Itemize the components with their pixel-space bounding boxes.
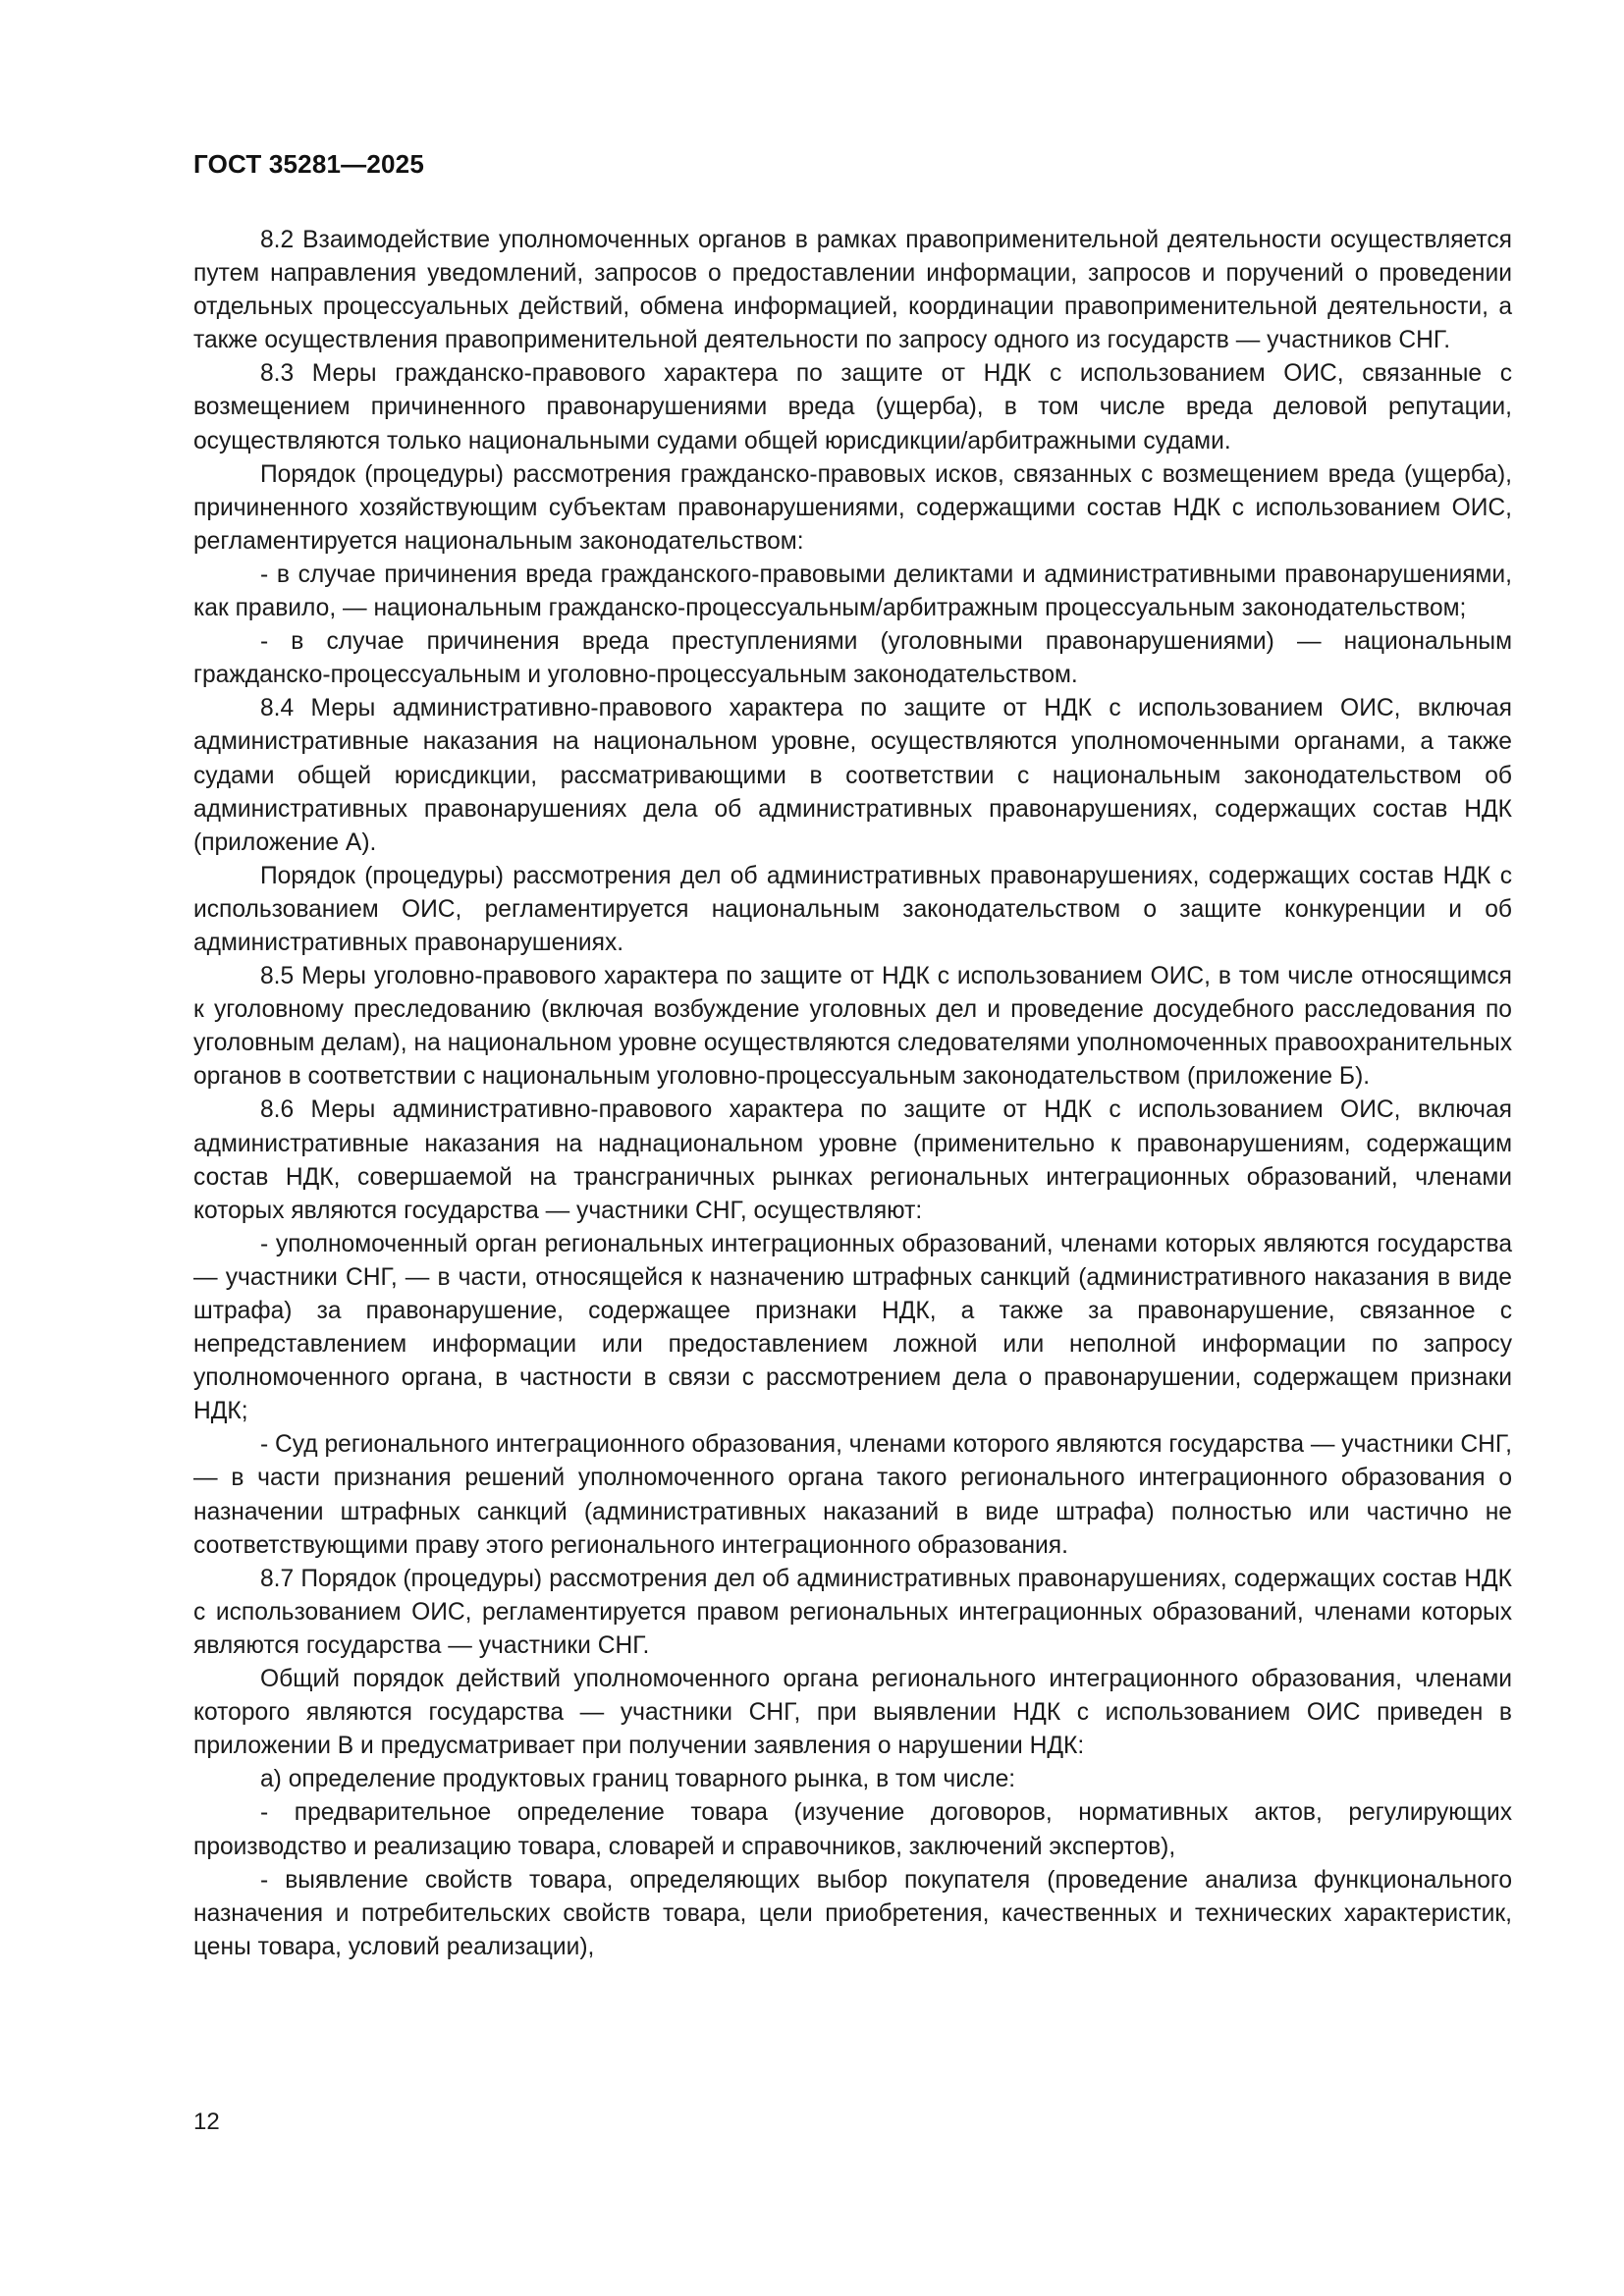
paragraph-8-5: 8.5 Меры уголовно-правового характера по защите от НДК с использованием ОИС, в том числе относящимся к уголовному преследованию (включая возбуждение уголовных дел и проведение досудебного расследования по уголовным делам), на национальном уровне осуществляются следователями уполномоченных правоохранительных органов в соответствии с национальным уголовно-процессуальным законодательством (приложение Б). <box>193 963 1512 1091</box>
document-header-title: ГОСТ 35281—2025 <box>193 149 424 179</box>
paragraph-8-2: 8.2 Взаимодействие уполномоченных органов в рамках правоприменительной деятельности осуществляется путем направления уведомлений, запросов о предоставлении информации, запросов и поручений о проведении отдельных процессуальных действий, обмена информацией, координации правоприменительной деятельности, а также осуществления правоприменительной деятельности по запросу одного из государств — участников СНГ. <box>193 227 1512 354</box>
paragraph-8-7: 8.7 Порядок (процедуры) рассмотрения дел об административных правонарушениях, содержащих состав НДК с использованием ОИС, регламентируется правом региональных интеграционных образований, членами которых являются государства — участники СНГ. <box>193 1565 1512 1659</box>
list-item-civil-torts: - в случае причинения вреда гражданского-правовыми деликтами и административными правонарушениями, как правило, — национальным гражданско-процессуальным/арбитражным процессуальным законодательством; <box>193 561 1512 622</box>
list-item-crimes: - в случае причинения вреда преступлениями (уголовными правонарушениями) — национальным гражданско-процессуальным и уголовно-процессуальным законодательством. <box>193 628 1512 689</box>
page-number: 12 <box>193 2109 220 2135</box>
paragraph-administrative-procedure: Порядок (процедуры) рассмотрения дел об административных правонарушениях, содержащих состав НДК с использованием ОИС, регламентируется национальным законодательством о защите конкуренции и об административных правонарушениях. <box>193 862 1512 956</box>
list-item-product-properties: - выявление свойств товара, определяющих выбор покупателя (проведение анализа функционального назначения и потребительских свойств товара, цели приобретения, качественных и технических характеристик, цены товара, условий реализации), <box>193 1866 1512 1960</box>
list-item-a: а) определение продуктовых границ товарного рынка, в том числе: <box>260 1766 1016 1793</box>
paragraph-general-procedure: Общий порядок действий уполномоченного органа регионального интеграционного образования, членами которого являются государства — участники СНГ, при выявлении НДК с использованием ОИС приведен в приложении В и предусматривает при получении заявления о нарушении НДК: <box>193 1666 1512 1760</box>
list-item-regional-court: - Суд регионального интеграционного образования, членами которого являются государства — участники СНГ, — в части признания решений уполномоченного органа такого регионального интеграционного образования о назначении штрафных санкций (административных наказаний в виде штрафа) полностью или частично не соответствующими праву этого регионального интеграционного образования. <box>193 1431 1512 1559</box>
paragraph-8-6: 8.6 Меры административно-правового характера по защите от НДК с использованием ОИС, включая административные наказания на наднациональном уровне (применительно к правонарушениям, содержащим состав НДК, совершаемой на трансграничных рынках региональных интеграционных образований, членами которых являются государства — участники СНГ, осуществляют: <box>193 1096 1512 1224</box>
paragraph-8-3: 8.3 Меры гражданско-правового характера по защите от НДК с использованием ОИС, связанные с возмещением причиненного правонарушениями вреда (ущерба), в том числе вреда деловой репутации, осуществляются только национальными судами общей юрисдикции/арбитражными судами. <box>193 360 1512 454</box>
list-item-authorized-body: - уполномоченный орган региональных интеграционных образований, членами которых являются государства — участники СНГ, — в части, относящейся к назначению штрафных санкций (административного наказания в виде штрафа) за правонарушение, содержащее признаки НДК, а также за правонарушение, связанное с непредставлением информации или предоставлением ложной или неполной информации по запросу уполномоченного органа, в частности в связи с рассмотрением дела о правонарушении, содержащем признаки НДК; <box>193 1230 1512 1425</box>
paragraph-civil-procedure: Порядок (процедуры) рассмотрения гражданско-правовых исков, связанных с возмещением вреда (ущерба), причиненного хозяйствующим субъектам правонарушениями, содержащими состав НДК с использованием ОИС, регламентируется национальным законодательством: <box>193 460 1512 555</box>
paragraph-8-4: 8.4 Меры административно-правового характера по защите от НДК с использованием ОИС, включая административные наказания на национальном уровне, осуществляются уполномоченными органами, а также судами общей юрисдикции, рассматривающими в соответствии с национальным законодательством об административных правонарушениях дела об административных правонарушениях, содержащих состав НДК (приложение А). <box>193 695 1512 856</box>
list-item-product-definition: - предварительное определение товара (изучение договоров, нормативных актов, регулирующих производство и реализацию товара, словарей и справочников, заключений экспертов), <box>193 1799 1512 1860</box>
document-body <box>193 224 1512 1964</box>
